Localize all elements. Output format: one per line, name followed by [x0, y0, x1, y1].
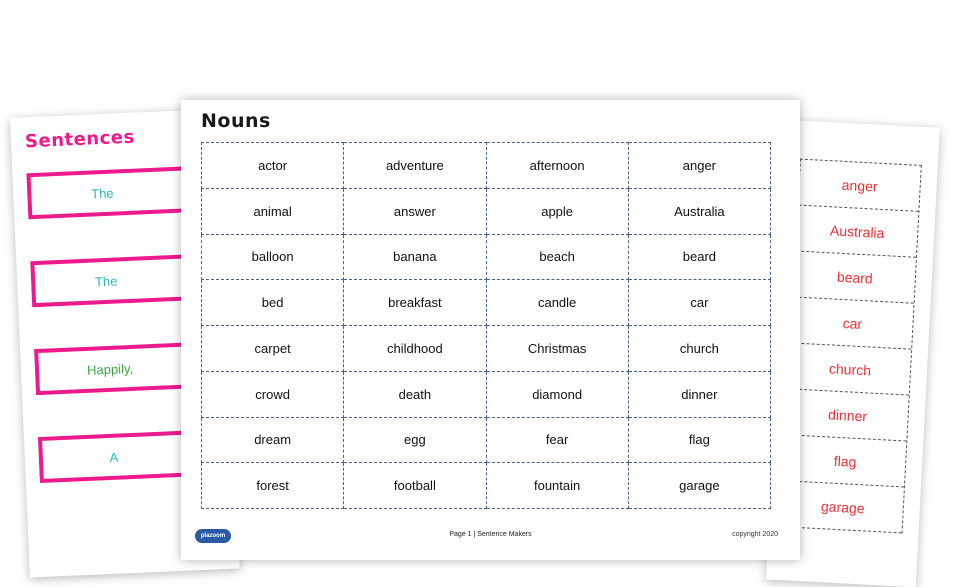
noun-cell: diamond: [486, 371, 628, 417]
word-card: dinner: [786, 389, 908, 441]
noun-cell: forest: [202, 463, 344, 509]
noun-cell: death: [344, 371, 486, 417]
word-card: anger: [799, 160, 921, 212]
nouns-sheet: [181, 100, 800, 560]
noun-cell: carpet: [202, 326, 344, 372]
table-row: [202, 280, 771, 326]
word-card: car: [791, 297, 913, 349]
noun-cell: dream: [202, 417, 344, 463]
noun-cell: egg: [344, 417, 486, 463]
noun-cell: crowd: [202, 371, 344, 417]
noun-cell: dinner: [628, 371, 770, 417]
noun-cell: football: [344, 463, 486, 509]
noun-cell: afternoon: [486, 143, 628, 189]
word-card: Australia: [796, 206, 918, 258]
noun-cell: animal: [202, 188, 344, 234]
noun-cell: adventure: [344, 143, 486, 189]
noun-cell: candle: [486, 280, 628, 326]
noun-cell: Christmas: [486, 326, 628, 372]
copyright-label: copyright 2020: [732, 531, 778, 538]
noun-cell: fountain: [486, 463, 628, 509]
page-label: Page 1 | Sentence Makers: [449, 531, 532, 538]
noun-cell: beard: [628, 234, 770, 280]
word-strip: [781, 159, 922, 534]
noun-cell: childhood: [344, 326, 486, 372]
table-row: [202, 371, 771, 417]
word-card: church: [789, 343, 911, 395]
noun-cell: apple: [486, 188, 628, 234]
table-row: [202, 417, 771, 463]
noun-cell: flag: [628, 417, 770, 463]
word-card: beard: [794, 252, 916, 304]
table-row: [202, 234, 771, 280]
table-row: [202, 143, 771, 189]
sentence-card-text: The: [94, 272, 118, 289]
noun-cell: breakfast: [344, 280, 486, 326]
sentence-card-text: Happily,: [86, 360, 134, 378]
sentences-title: Sentences: [24, 126, 136, 153]
nouns-table: [201, 142, 771, 509]
noun-cell: banana: [344, 234, 486, 280]
noun-cell: bed: [202, 280, 344, 326]
noun-cell: garage: [628, 463, 770, 509]
plazoom-logo: plazoom: [195, 529, 231, 543]
noun-cell: answer: [344, 188, 486, 234]
noun-cell: church: [628, 326, 770, 372]
sentence-card-text: A: [109, 449, 119, 465]
noun-cell: Australia: [628, 188, 770, 234]
sentence-card-text: The: [90, 185, 114, 202]
nouns-title: Nouns: [201, 110, 271, 132]
table-row: [202, 463, 771, 509]
noun-cell: actor: [202, 143, 344, 189]
noun-cell: beach: [486, 234, 628, 280]
noun-cell: car: [628, 280, 770, 326]
table-row: [202, 188, 771, 234]
noun-cell: anger: [628, 143, 770, 189]
word-card: garage: [782, 481, 904, 533]
table-row: [202, 326, 771, 372]
noun-cell: balloon: [202, 234, 344, 280]
noun-cell: fear: [486, 417, 628, 463]
word-card: flag: [784, 435, 906, 487]
